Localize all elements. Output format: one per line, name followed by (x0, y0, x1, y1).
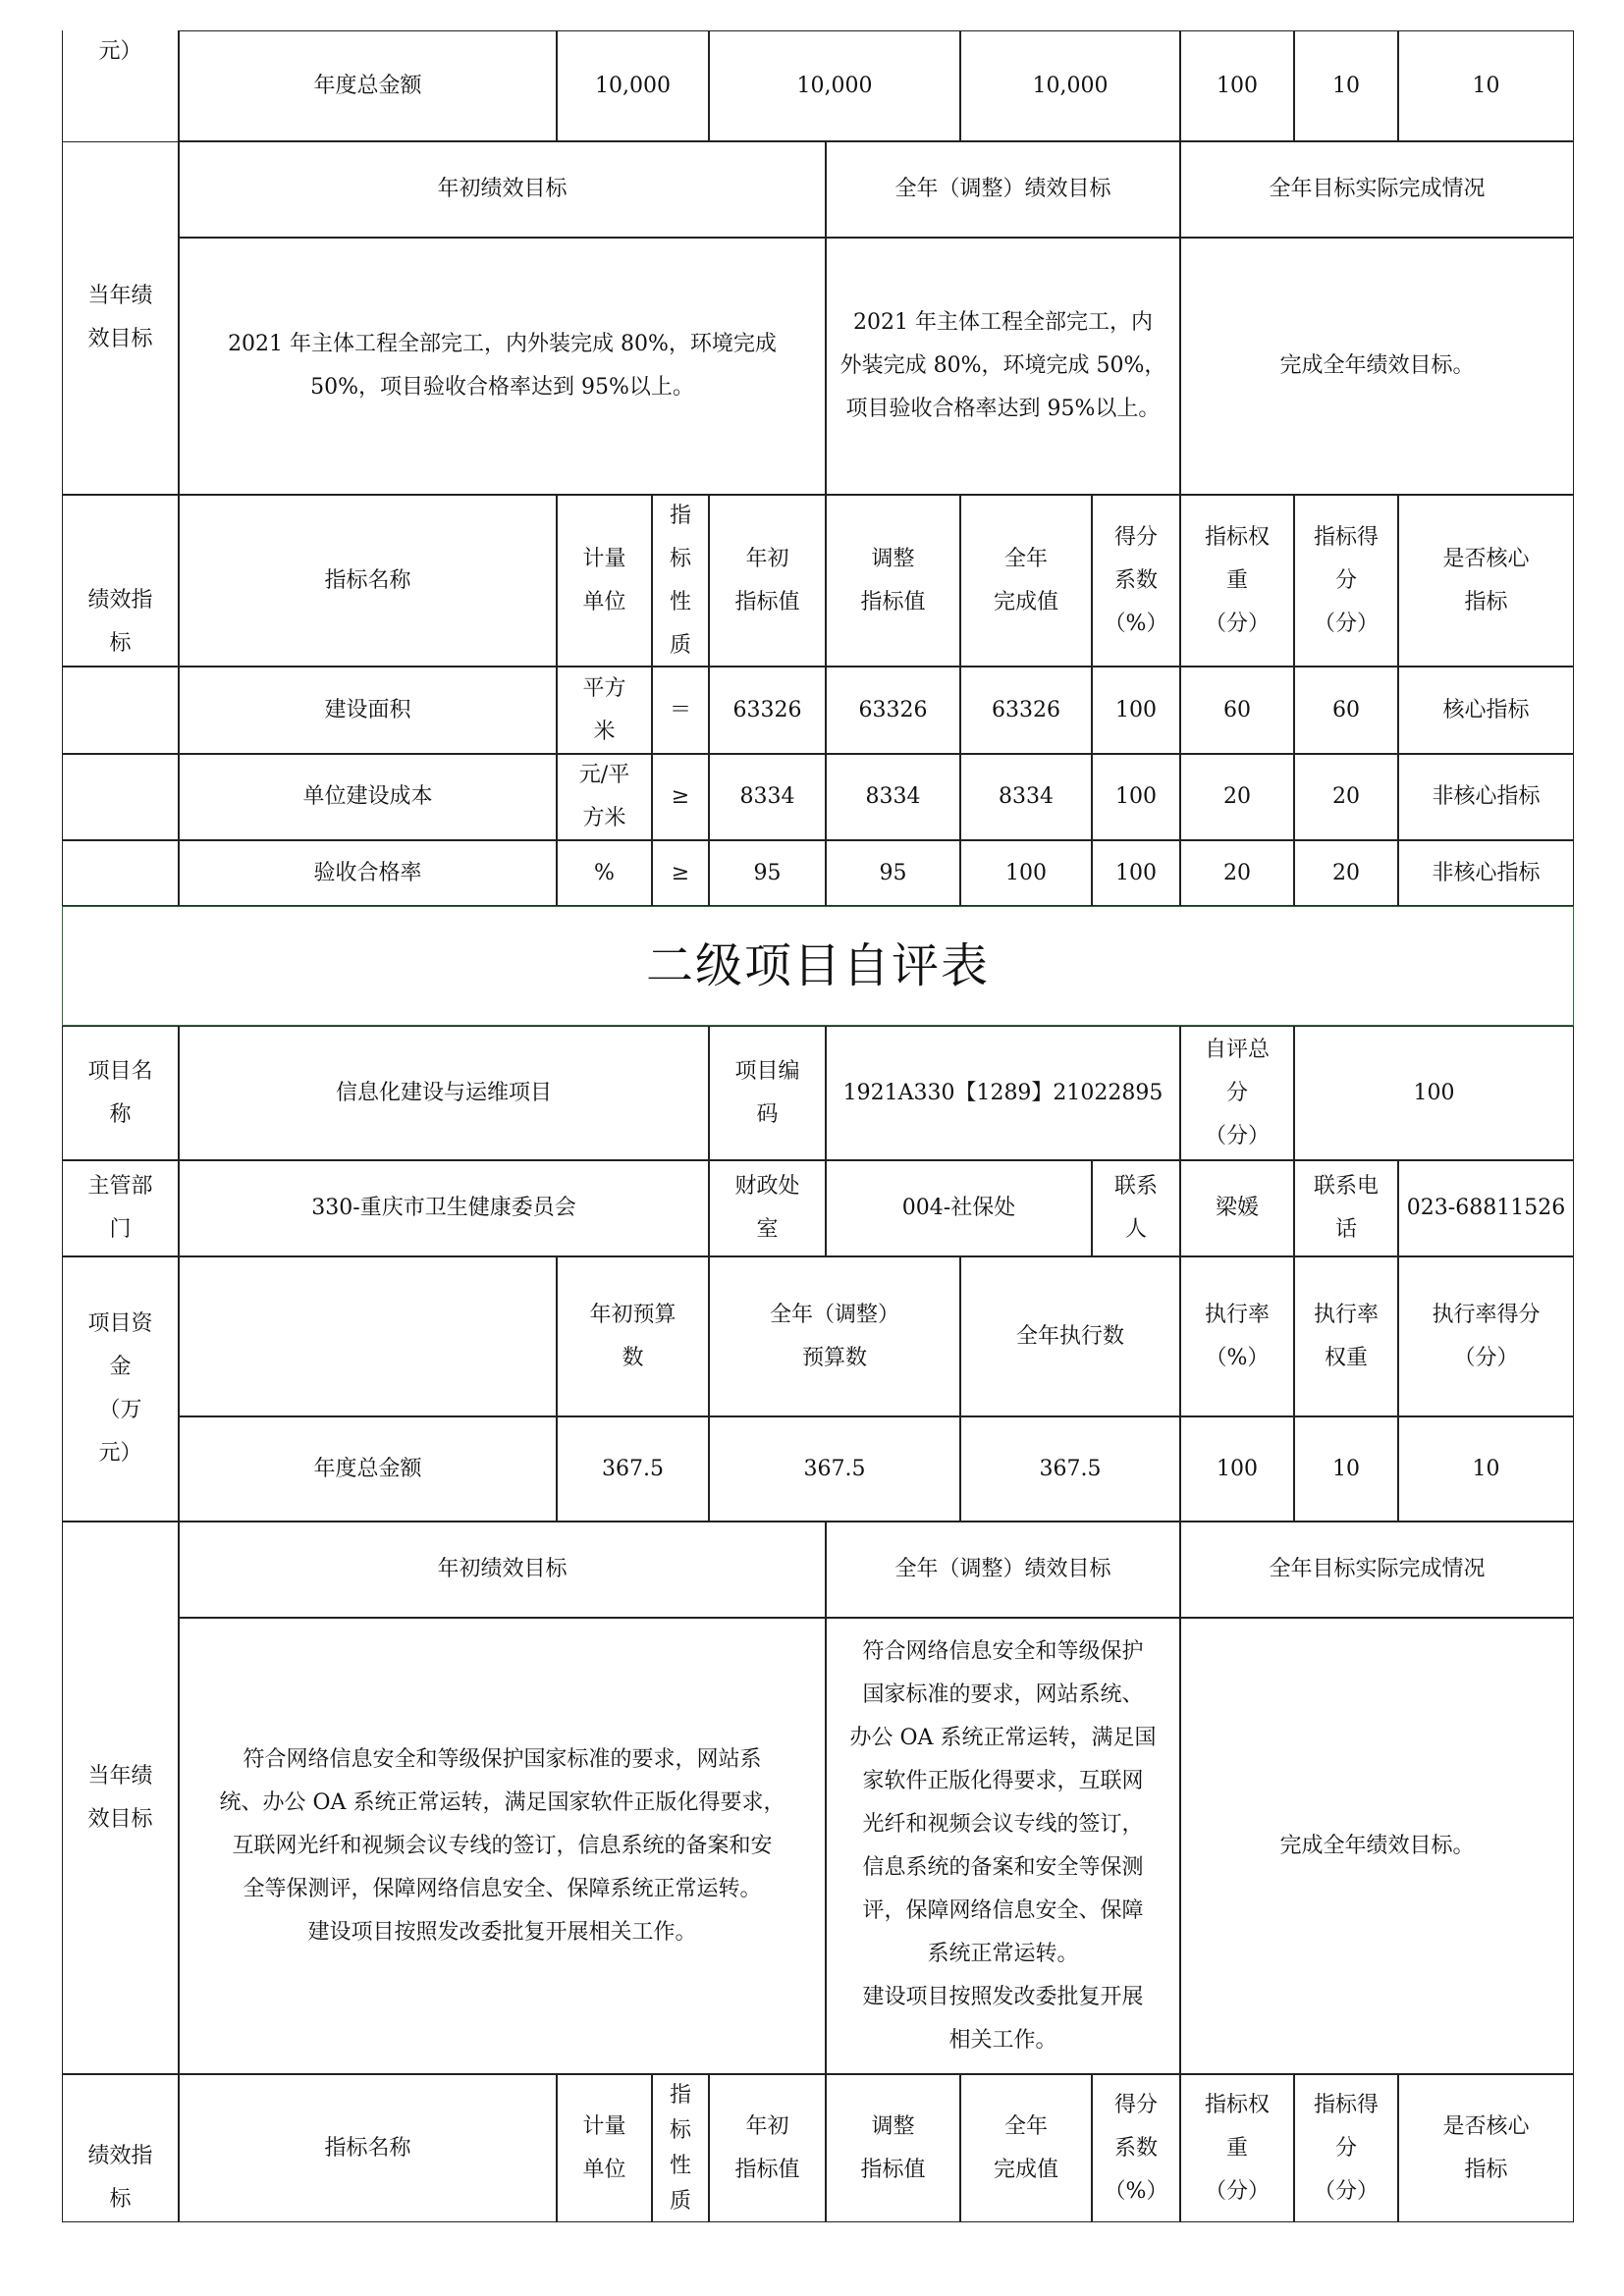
phone: 023-68811526 (1398, 1160, 1574, 1256)
table-row-cell: 元/平 方米 (557, 754, 652, 840)
fund-adjusted-budget: 10,000 (709, 30, 960, 141)
goal-initial-text: 2021 年主体工程全部完工，内外装完成 80%，环境完成 50%，项目验收合格率达到 95%以上。 (179, 238, 826, 495)
goal-label: 当年绩 效目标 (62, 1522, 179, 2074)
fund-executed: 10,000 (960, 30, 1180, 141)
goal-header-actual: 全年目标实际完成情况 (1180, 1522, 1574, 1618)
evaluation-sheet (62, 30, 1574, 2222)
fund-header-initial: 年初预算 数 (557, 1256, 709, 1416)
table-row-cell: 验收合格率 (179, 840, 557, 906)
fund-exec-score: 10 (1398, 30, 1574, 141)
ind-header-score: 指标得 分 （分） (1294, 2074, 1398, 2222)
table-row-cell: 建设面积 (179, 667, 557, 754)
project-name: 信息化建设与运维项目 (179, 1026, 709, 1160)
project-name-label: 项目名 称 (62, 1026, 179, 1160)
ind-header-core: 是否核心 指标 (1398, 495, 1574, 667)
ind-header-weight: 指标权 重 （分） (1180, 2074, 1294, 2222)
ind-header-name: 指标名称 (179, 2074, 557, 2222)
fund-unit-label-tail: 元） (62, 30, 179, 141)
table-row-cell: 63326 (960, 667, 1092, 754)
table-row-cell: 95 (826, 840, 960, 906)
ind-header-nature: 指 标 性 质 (652, 2074, 709, 2222)
goal-label: 当年绩 效目标 (62, 141, 179, 495)
table-row-cell: 核心指标 (1398, 667, 1574, 754)
table-row-cell: ≥ (652, 754, 709, 840)
ind-header-adjusted: 调整 指标值 (826, 2074, 960, 2222)
fund-header-weight: 执行率 权重 (1294, 1256, 1398, 1416)
goal-header-initial: 年初绩效目标 (179, 1522, 826, 1618)
ind-header-core: 是否核心 指标 (1398, 2074, 1574, 2222)
table-row-cell: 20 (1180, 840, 1294, 906)
table-row-cell: ＝ (652, 667, 709, 754)
table-row-cell: 非核心指标 (1398, 840, 1574, 906)
goal-adjusted-text: 2021 年主体工程全部完工，内 外装完成 80%，环境完成 50%， 项目验收合格率达到 95%以上。 (826, 238, 1180, 495)
table-row-cell: 100 (1092, 754, 1180, 840)
goal-header-adjusted: 全年（调整）绩效目标 (826, 141, 1180, 238)
goal-adjusted-text: 符合网络信息安全和等级保护 国家标准的要求，网站系统、 办公 OA 系统正常运转，满足国 家软件正版化得要求，互联网 光纤和视频会议专线的签订， 信息系统的备案和安全等保测 评，保障网络信息安全、保障 系统正常运转。 建设项目按照发改委批复开展 相关工作。 (826, 1618, 1180, 2074)
indicator-row-blank (62, 840, 179, 906)
fund-initial-budget: 10,000 (557, 30, 709, 141)
table-row-cell: 平方 米 (557, 667, 652, 754)
goal-actual-text: 完成全年绩效目标。 (1180, 1618, 1574, 2074)
ind-header-unit: 计量 单位 (557, 2074, 652, 2222)
table-row-cell: 95 (709, 840, 826, 906)
contact: 梁媛 (1180, 1160, 1294, 1256)
ind-header-adjusted: 调整 指标值 (826, 495, 960, 667)
fund-exec-weight: 10 (1294, 30, 1398, 141)
table-row-cell: 20 (1294, 754, 1398, 840)
total-score-label: 自评总 分 （分） (1180, 1026, 1294, 1160)
fund-initial-budget: 367.5 (557, 1416, 709, 1522)
fund-header-executed: 全年执行数 (960, 1256, 1180, 1416)
table-row-cell: 63326 (709, 667, 826, 754)
ind-header-coefficient: 得分 系数 （%） (1092, 2074, 1180, 2222)
fund-executed: 367.5 (960, 1416, 1180, 1522)
ind-header-weight: 指标权 重 （分） (1180, 495, 1294, 667)
table-row-cell: ≥ (652, 840, 709, 906)
project-code: 1921A330【1289】21022895 (826, 1026, 1180, 1160)
goal-initial-text: 符合网络信息安全和等级保护国家标准的要求，网站系 统、办公 OA 系统正常运转，满足国家软件正版化得要求， 互联网光纤和视频会议专线的签订，信息系统的备案和安 全等保测评，保障网络信息安全、保障系统正常运转。 建设项目按照发改委批复开展相关工作。 (179, 1618, 826, 2074)
ind-header-completed: 全年 完成值 (960, 2074, 1092, 2222)
project-code-label: 项目编 码 (709, 1026, 826, 1160)
fund-label: 项目资 金 （万 元） (62, 1256, 179, 1522)
table-row-cell: 20 (1180, 754, 1294, 840)
ind-header-score: 指标得 分 （分） (1294, 495, 1398, 667)
indicator-label: 绩效指 标 (62, 2074, 179, 2222)
ind-header-nature: 指 标 性 质 (652, 495, 709, 667)
table-row-cell: 8334 (826, 754, 960, 840)
finance: 004-社保处 (826, 1160, 1092, 1256)
contact-label: 联系 人 (1092, 1160, 1180, 1256)
ind-header-unit: 计量 单位 (557, 495, 652, 667)
table-row-cell: 20 (1294, 840, 1398, 906)
dept: 330-重庆市卫生健康委员会 (179, 1160, 709, 1256)
fund-exec-weight: 10 (1294, 1416, 1398, 1522)
table-row-cell: 8334 (960, 754, 1092, 840)
total-score: 100 (1294, 1026, 1574, 1160)
goal-header-adjusted: 全年（调整）绩效目标 (826, 1522, 1180, 1618)
table-row-cell: 8334 (709, 754, 826, 840)
table-row-cell: % (557, 840, 652, 906)
goal-header-actual: 全年目标实际完成情况 (1180, 141, 1574, 238)
table-row-cell: 单位建设成本 (179, 754, 557, 840)
indicator-row-blank (62, 667, 179, 754)
table-row-cell: 63326 (826, 667, 960, 754)
indicator-label: 绩效指 标 (62, 495, 179, 667)
fund-header-score: 执行率得分 （分） (1398, 1256, 1574, 1416)
finance-label: 财政处 室 (709, 1160, 826, 1256)
indicator-row-blank (62, 754, 179, 840)
fund-header-rate: 执行率 （%） (1180, 1256, 1294, 1416)
fund-total-label: 年度总金额 (179, 1416, 557, 1522)
fund-exec-score: 10 (1398, 1416, 1574, 1522)
page-title: 二级项目自评表 (62, 906, 1574, 1026)
goal-header-initial: 年初绩效目标 (179, 141, 826, 238)
fund-exec-rate: 100 (1180, 30, 1294, 141)
fund-total-label: 年度总金额 (179, 30, 557, 141)
ind-header-name: 指标名称 (179, 495, 557, 667)
table-row-cell: 60 (1294, 667, 1398, 754)
ind-header-completed: 全年 完成值 (960, 495, 1092, 667)
fund-header-blank (179, 1256, 557, 1416)
table-row-cell: 100 (960, 840, 1092, 906)
fund-adjusted-budget: 367.5 (709, 1416, 960, 1522)
phone-label: 联系电 话 (1294, 1160, 1398, 1256)
table-row-cell: 非核心指标 (1398, 754, 1574, 840)
table-row-cell: 100 (1092, 840, 1180, 906)
dept-label: 主管部 门 (62, 1160, 179, 1256)
fund-header-adjusted: 全年（调整） 预算数 (709, 1256, 960, 1416)
fund-exec-rate: 100 (1180, 1416, 1294, 1522)
goal-actual-text: 完成全年绩效目标。 (1180, 238, 1574, 495)
ind-header-initial: 年初 指标值 (709, 2074, 826, 2222)
table-row-cell: 60 (1180, 667, 1294, 754)
ind-header-initial: 年初 指标值 (709, 495, 826, 667)
table-row-cell: 100 (1092, 667, 1180, 754)
ind-header-coefficient: 得分 系数 （%） (1092, 495, 1180, 667)
